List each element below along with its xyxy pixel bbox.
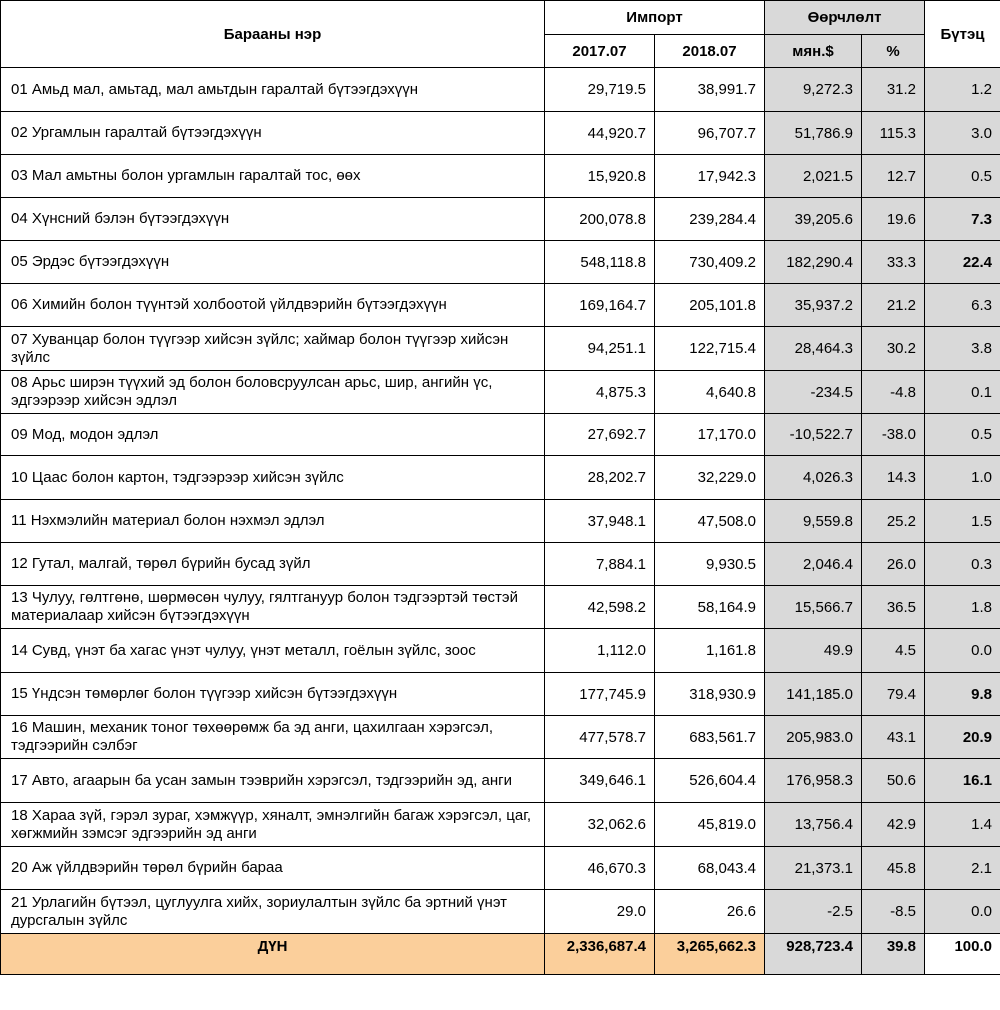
row-2017: 200,078.8 — [545, 198, 655, 241]
row-name: 11 Нэхмэлийн материал болон нэхмэл эдлэл — [1, 500, 545, 543]
row-2017: 477,578.7 — [545, 716, 655, 759]
row-2018: 58,164.9 — [655, 586, 765, 629]
total-2018: 3,265,662.3 — [655, 934, 765, 975]
row-2017: 15,920.8 — [545, 155, 655, 198]
row-name: 03 Мал амьтны болон ургамлын гаралтай тос, өөх — [1, 155, 545, 198]
row-share: 1.4 — [925, 803, 1000, 847]
row-2017: 1,112.0 — [545, 629, 655, 673]
row-2018: 96,707.7 — [655, 112, 765, 155]
row-name: 21 Урлагийн бүтээл, цуглуулга хийх, зориулалтын зүйлс ба эртний үнэт дурсгалын зүйлс — [1, 890, 545, 934]
row-2017: 37,948.1 — [545, 500, 655, 543]
total-row — [1, 934, 1000, 975]
total-pct: 39.8 — [862, 934, 925, 975]
row-2017: 7,884.1 — [545, 543, 655, 586]
row-pct: 45.8 — [862, 847, 925, 890]
row-pct: 19.6 — [862, 198, 925, 241]
row-name: 15 Үндсэн төмөрлөг болон түүгээр хийсэн бүтээгдэхүүн — [1, 673, 545, 716]
row-change: -234.5 — [765, 371, 862, 414]
row-pct: 30.2 — [862, 327, 925, 371]
table-row — [1, 847, 1000, 890]
row-2017: 548,118.8 — [545, 241, 655, 284]
row-share: 0.1 — [925, 371, 1000, 414]
row-share: 22.4 — [925, 241, 1000, 284]
row-name: 07 Хуванцар болон түүгээр хийсэн зүйлс; хаймар болон түүгээр хийсэн зүйлс — [1, 327, 545, 371]
table-row — [1, 586, 1000, 629]
row-2018: 9,930.5 — [655, 543, 765, 586]
row-2018: 32,229.0 — [655, 456, 765, 500]
table-row — [1, 241, 1000, 284]
table-body — [1, 68, 1000, 934]
row-2018: 38,991.7 — [655, 68, 765, 112]
total-share: 100.0 — [925, 934, 1000, 975]
row-pct: 42.9 — [862, 803, 925, 847]
row-pct: 26.0 — [862, 543, 925, 586]
row-2017: 28,202.7 — [545, 456, 655, 500]
row-2017: 32,062.6 — [545, 803, 655, 847]
row-pct: 25.2 — [862, 500, 925, 543]
row-share: 3.8 — [925, 327, 1000, 371]
row-2018: 68,043.4 — [655, 847, 765, 890]
total-label: ДҮН — [1, 934, 545, 975]
table-row — [1, 716, 1000, 759]
row-change: 13,756.4 — [765, 803, 862, 847]
row-2017: 46,670.3 — [545, 847, 655, 890]
row-pct: 43.1 — [862, 716, 925, 759]
row-change: 182,290.4 — [765, 241, 862, 284]
row-name: 02 Ургамлын гаралтай бүтээгдэхүүн — [1, 112, 545, 155]
row-pct: 21.2 — [862, 284, 925, 327]
row-2018: 730,409.2 — [655, 241, 765, 284]
row-change: 51,786.9 — [765, 112, 862, 155]
row-name: 14 Сувд, үнэт ба хагас үнэт чулуу, үнэт металл, гоёлын зүйлс, зоос — [1, 629, 545, 673]
table-row — [1, 414, 1000, 456]
table-row — [1, 673, 1000, 716]
row-share: 0.5 — [925, 155, 1000, 198]
row-change: 176,958.3 — [765, 759, 862, 803]
col-header-name: Барааны нэр — [1, 1, 545, 68]
row-pct: -4.8 — [862, 371, 925, 414]
table-row — [1, 112, 1000, 155]
row-2017: 349,646.1 — [545, 759, 655, 803]
row-2017: 27,692.7 — [545, 414, 655, 456]
row-2017: 177,745.9 — [545, 673, 655, 716]
row-name: 01 Амьд мал, амьтад, мал амьтдын гаралтай бүтээгдэхүүн — [1, 68, 545, 112]
row-change: 21,373.1 — [765, 847, 862, 890]
row-2018: 1,161.8 — [655, 629, 765, 673]
row-name: 09 Мод, модон эдлэл — [1, 414, 545, 456]
row-2018: 122,715.4 — [655, 327, 765, 371]
row-2018: 45,819.0 — [655, 803, 765, 847]
col-header-import: Импорт — [545, 1, 765, 35]
total-change: 928,723.4 — [765, 934, 862, 975]
row-share: 0.0 — [925, 890, 1000, 934]
row-share: 9.8 — [925, 673, 1000, 716]
row-pct: 33.3 — [862, 241, 925, 284]
row-name: 06 Химийн болон түүнтэй холбоотой үйлдвэрийн бүтээгдэхүүн — [1, 284, 545, 327]
row-change: 141,185.0 — [765, 673, 862, 716]
row-change: -10,522.7 — [765, 414, 862, 456]
row-share: 1.5 — [925, 500, 1000, 543]
row-2017: 29,719.5 — [545, 68, 655, 112]
table-row — [1, 155, 1000, 198]
col-header-usd: мян.$ — [765, 35, 862, 68]
table-row — [1, 327, 1000, 371]
row-pct: 4.5 — [862, 629, 925, 673]
row-name: 12 Гутал, малгай, төрөл бүрийн бусад зүйл — [1, 543, 545, 586]
row-share: 6.3 — [925, 284, 1000, 327]
row-pct: -38.0 — [862, 414, 925, 456]
col-header-2017: 2017.07 — [545, 35, 655, 68]
row-2018: 47,508.0 — [655, 500, 765, 543]
row-change: 9,272.3 — [765, 68, 862, 112]
row-name: 13 Чулуу, гөлтгөнө, шөрмөсөн чулуу, гялтгануур болон тэдгээртэй төстэй материалаар хийсэн бүтээгдэхүүн — [1, 586, 545, 629]
row-change: 2,021.5 — [765, 155, 862, 198]
row-pct: 50.6 — [862, 759, 925, 803]
row-name: 04 Хүнсний бэлэн бүтээгдэхүүн — [1, 198, 545, 241]
table-row — [1, 759, 1000, 803]
row-change: 28,464.3 — [765, 327, 862, 371]
row-share: 1.8 — [925, 586, 1000, 629]
table-row — [1, 629, 1000, 673]
row-2018: 17,170.0 — [655, 414, 765, 456]
row-share: 20.9 — [925, 716, 1000, 759]
table-row — [1, 284, 1000, 327]
row-2017: 44,920.7 — [545, 112, 655, 155]
row-pct: 79.4 — [862, 673, 925, 716]
table-row — [1, 68, 1000, 112]
row-share: 16.1 — [925, 759, 1000, 803]
row-name: 16 Машин, механик тоног төхөөрөмж ба эд анги, цахилгаан хэрэгсэл, тэдгээрийн сэлбэг — [1, 716, 545, 759]
row-share: 0.5 — [925, 414, 1000, 456]
row-share: 2.1 — [925, 847, 1000, 890]
row-2018: 318,930.9 — [655, 673, 765, 716]
row-2017: 4,875.3 — [545, 371, 655, 414]
row-change: 49.9 — [765, 629, 862, 673]
row-share: 3.0 — [925, 112, 1000, 155]
table-row — [1, 456, 1000, 500]
row-change: -2.5 — [765, 890, 862, 934]
row-share: 0.0 — [925, 629, 1000, 673]
table-row — [1, 543, 1000, 586]
col-header-2018: 2018.07 — [655, 35, 765, 68]
total-2017: 2,336,687.4 — [545, 934, 655, 975]
row-share: 7.3 — [925, 198, 1000, 241]
row-name: 20 Аж үйлдвэрийн төрөл бүрийн бараа — [1, 847, 545, 890]
table-row — [1, 371, 1000, 414]
col-header-pct: % — [862, 35, 925, 68]
row-change: 15,566.7 — [765, 586, 862, 629]
col-header-change: Өөрчлөлт — [765, 1, 925, 35]
table-row — [1, 890, 1000, 934]
row-change: 35,937.2 — [765, 284, 862, 327]
row-name: 18 Хараа зүй, гэрэл зураг, хэмжүүр, хяналт, эмнэлгийн багаж хэрэгсэл, цаг, хөгжмийн зэмсэг эдгээрийн эд анги — [1, 803, 545, 847]
row-change: 39,205.6 — [765, 198, 862, 241]
row-2017: 94,251.1 — [545, 327, 655, 371]
row-2018: 683,561.7 — [655, 716, 765, 759]
row-share: 1.2 — [925, 68, 1000, 112]
row-name: 08 Арьс ширэн түүхий эд болон боловсруулсан арьс, шир, ангийн үс, эдгээрээр хийсэн эдлэл — [1, 371, 545, 414]
row-pct: 36.5 — [862, 586, 925, 629]
row-change: 2,046.4 — [765, 543, 862, 586]
row-2018: 17,942.3 — [655, 155, 765, 198]
row-name: 10 Цаас болон картон, тэдгээрээр хийсэн зүйлс — [1, 456, 545, 500]
row-name: 05 Эрдэс бүтээгдэхүүн — [1, 241, 545, 284]
row-pct: 115.3 — [862, 112, 925, 155]
table-row — [1, 803, 1000, 847]
table-row — [1, 500, 1000, 543]
row-pct: 31.2 — [862, 68, 925, 112]
row-name: 17 Авто, агаарын ба усан замын тээврийн хэрэгсэл, тэдгээрийн эд, анги — [1, 759, 545, 803]
row-share: 1.0 — [925, 456, 1000, 500]
row-2017: 169,164.7 — [545, 284, 655, 327]
row-2017: 42,598.2 — [545, 586, 655, 629]
row-change: 9,559.8 — [765, 500, 862, 543]
row-change: 4,026.3 — [765, 456, 862, 500]
row-pct: -8.5 — [862, 890, 925, 934]
row-2018: 26.6 — [655, 890, 765, 934]
row-share: 0.3 — [925, 543, 1000, 586]
row-2018: 4,640.8 — [655, 371, 765, 414]
row-pct: 12.7 — [862, 155, 925, 198]
table-row — [1, 198, 1000, 241]
row-2017: 29.0 — [545, 890, 655, 934]
row-change: 205,983.0 — [765, 716, 862, 759]
row-2018: 205,101.8 — [655, 284, 765, 327]
col-header-structure: Бүтэц — [925, 1, 1000, 68]
row-2018: 239,284.4 — [655, 198, 765, 241]
row-2018: 526,604.4 — [655, 759, 765, 803]
row-pct: 14.3 — [862, 456, 925, 500]
